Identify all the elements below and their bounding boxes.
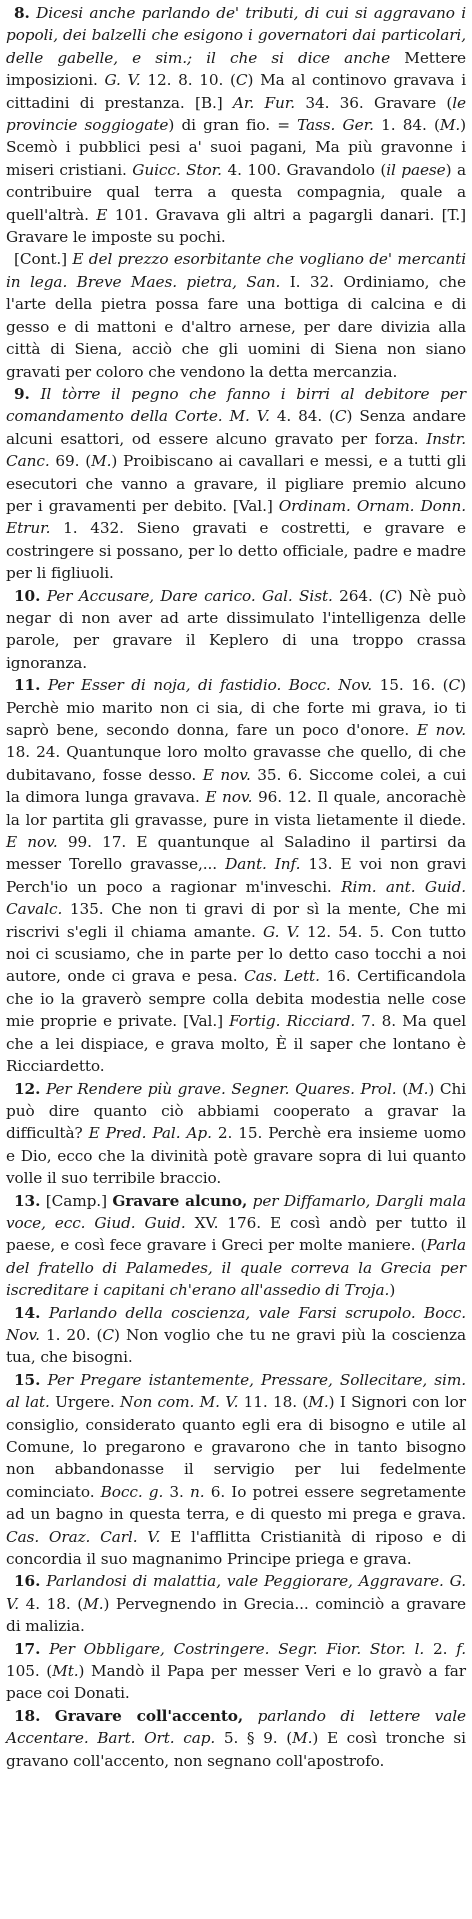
entry-paragraph-14: 14. Parlando della coscienza, vale Farsi scrupolo. Bocc. Nov. 1. 20. (C) Non voglio che tu ne gravi più la coscienza tua, che bisogni. — [6, 1303, 467, 1367]
entry-paragraph-10: 10. Per Accusare, Dare carico. Gal. Sist. 264. (C) Nè può negar di non aver ad arte dissimulato l'intelligenza delle parole, per gravare il Keplero di una troppo crassa ignoranza. — [6, 586, 467, 672]
entry-paragraph-13: 13. [Camp.] Gravare alcuno, per Diffamarlo, Dargli mala voce, ecc. Giud. Guid. XV. 176. E così andò per tutto il paese, e così fece gravare i Greci per molte maniere. (Parla del fratello di Palamedes, il quale correva la Grecia per iscreditare i capitani ch'erano all'assedio di Troja.) — [6, 1191, 467, 1300]
entry-paragraph-18: 18. Gravare coll'accento, parlando di lettere vale Accentare. Bart. Ort. cap. 5. § 9. (M.) E così tronche si gravano coll'accento, non segnano coll'apostrofo. — [6, 1706, 466, 1770]
dictionary-column — [6, 2, 466, 1772]
entry-paragraph-11: 11. Per Esser di noja, di fastidio. Bocc. Nov. 15. 16. (C) Perchè mio marito non ci sia, di che forte mi grava, io ti saprò bene, secondo donna, fare un poco d'onore. E nov. 18. 24. Quantunque loro molto gravasse che quello, di che dubitavano, fosse desso. E nov. 35. 6. Siccome colei, a cui la dimora lunga gravava. E nov. 96. 12. Il quale, ancorachè la lor partita gli gravasse, pure in vista lietamente il diede. E nov. 99. 17. E quantunque al Saladino il partirsi da messer Torello gravasse,... Dant. Inf. 13. E voi non gravi Perch'io un poco a ragionar m'inveschi. Rim. ant. Guid. Cavalc. 135. Che non ti gravi di por sì la mente, Che mi riscrivi s'egli il chiama amante. G. V. 12. 54. 5. Con tutto noi ci scusiamo, che in parte per lo detto caso tocchi a noi autore, onde ci grava e pesa. Cas. Lett. 16. Certificandola che io la graverò sempre colla debita modestia nelle cose mie proprie e private. [Val.] Fortig. Ricciard. 7. 8. Ma quel che a lei dispiace, e grava molto, È il saper che lontano è Ricciardetto. — [6, 676, 467, 1076]
entry-paragraph-12: 12. Per Rendere più grave. Segner. Quares. Prol. (M.) Chi può dire quanto ciò abbiami cooperato a gravar la difficultà? E Pred. Pal. Ap. 2. 15. Perchè era insieme uomo e Dio, ecco che la divinità potè gravare sopra di lui quanto volle il suo terribile braccio. — [6, 1079, 467, 1188]
entry-paragraph-8: 8. Dicesi anche parlando de' tributi, di cui si aggravano i popoli, dei balzelli che esigono i governatori dai particolari, delle gabelle, e sim.; il che si dice anche Mettere imposizioni. G. V. 12. 8. 10. (C) Ma al continovo gravava i cittadini di prestanza. [B.] Ar. Fur. 34. 36. Gravare (le provincie soggiogate) di gran fio. = Tass. Ger. 1. 84. (M.) Scemò i pubblici pesi a' suoi pagani, Ma più gravonne i miseri cristiani. Guicc. Stor. 4. 100. Gravandolo (il paese) a contribuire qual terra a questa compagnia, quale a quell'altrà. E 101. Gravava gli altri a pagargli danari. [T.] Gravare le imposte su pochi. — [6, 4, 467, 247]
entry-paragraph-15: 15. Per Pregare istantemente, Pressare, Sollecitare, sim. al lat. Urgere. Non com. M. V. 11. 18. (M.) I Signori con lor consiglio, considerato quanto egli era di bisogno e utile al Comune, lo pregarono e gravarono che in tanto bisogno non abbandonasse il servigio per lui fedelmente cominciato. Bocc. g. 3. n. 6. Io potrei essere segretamente ad un bagno in questa terra, e di questo mi prega e grava. Cas. Oraz. Carl. V. E l'afflitta Cristianità di riposo e di concordia il suo magnanimo Principe priega e grava. — [6, 1370, 467, 1569]
entry-paragraph-16: 16. Parlandosi di malattia, vale Peggiorare, Aggravare. G. V. 4. 18. (M.) Pervegnendo in Grecia... cominciò a gravare di malizia. — [6, 1572, 467, 1636]
entry-paragraph-17: 17. Per Obbligare, Costringere. Segr. Fior. Stor. l. 2. f. 105. (Mt.) Mandò il Papa per messer Veri e lo gravò a far pace coi Donati. — [6, 1639, 467, 1703]
entry-paragraph-cont: [Cont.] E del prezzo esorbitante che vogliano de' mercanti in lega. Breve Maes. pietra, San. I. 32. Ordiniamo, che l'arte della pietra possa fare una bottiga di calcina e di gesso e di mattoni e d'altro arnese, per dare divizia alla città di Siena, acciò che gli uomini di Siena non siano gravati per coloro che vendono la detta mercanzia. — [6, 250, 466, 381]
entry-paragraph-9: 9. Il tòrre il pegno che fanno i birri al debitore per comandamento della Corte. M. V. 4. 84. (C) Senza andare alcuni esattori, od essere alcuno gravato per forza. Instr. Canc. 69. (M.) Proibiscano ai cavallari e messi, e a tutti gli esecutori che vanno a gravare, il pigliare premio alcuno per i gravamenti per debito. [Val.] Ordinam. Ornam. Donn. Etrur. 1. 432. Sieno gravati e costretti, e gravare e costringere si possano, per lo detto officiale, padre e madre per li figliuoli. — [6, 384, 467, 583]
